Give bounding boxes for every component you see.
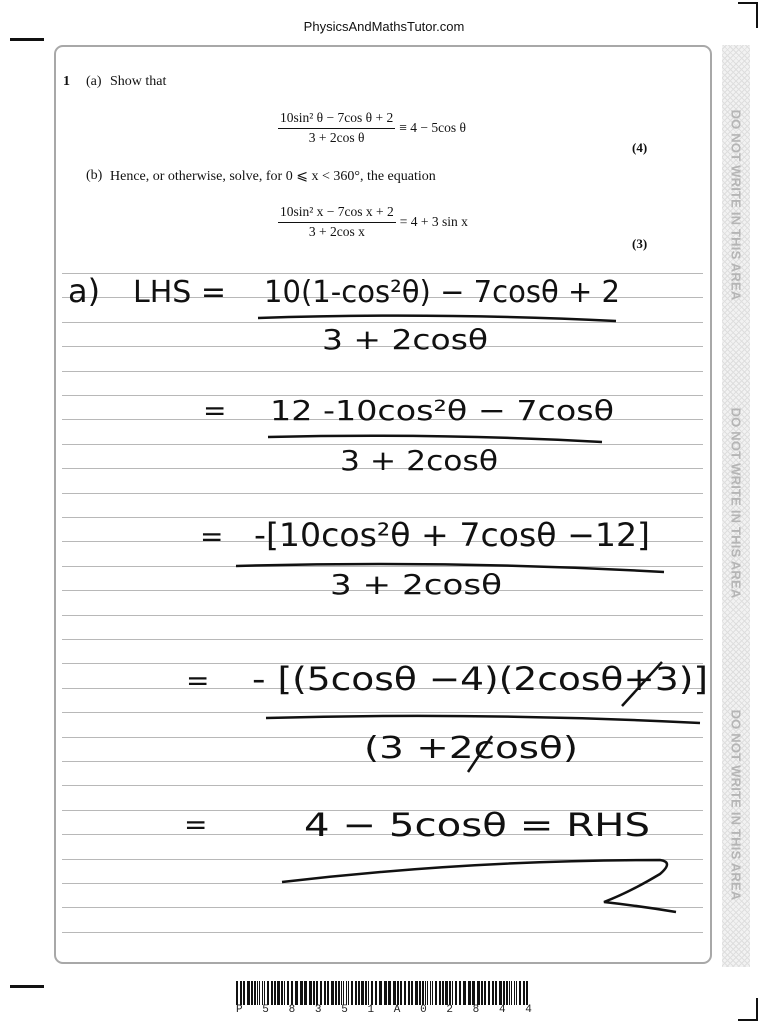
- barcode-character: P: [236, 1004, 243, 1016]
- barcode-bar: [449, 981, 451, 1005]
- barcode-bar: [271, 981, 273, 1005]
- barcode-bar: [338, 981, 340, 1005]
- hand-step4-denominator: (3 +2cosθ): [364, 731, 578, 766]
- barcode-bar: [400, 981, 402, 1005]
- hand-step5-result: 4 − 5cosθ = RHS: [304, 806, 650, 844]
- barcode-bar: [397, 981, 399, 1005]
- barcode-bar: [358, 981, 360, 1005]
- barcode-character: 0: [420, 1004, 427, 1016]
- barcode-bar: [277, 981, 280, 1005]
- hand-step2-numerator: 12 -10cos²θ − 7cosθ: [270, 394, 614, 427]
- part-a-label: (a): [86, 74, 102, 89]
- part-b-denominator: 3 + 2cos x: [308, 224, 365, 239]
- barcode-character: A: [393, 1004, 401, 1016]
- barcode-bar: [516, 981, 517, 1005]
- barcode-bar: [484, 981, 486, 1005]
- barcode-bar: [368, 981, 369, 1005]
- hand-lhs: LHS =: [133, 275, 226, 310]
- barcode-bar: [452, 981, 453, 1005]
- barcode-character: 4: [525, 1004, 532, 1016]
- barcode-bar: [316, 981, 318, 1005]
- part-a-marks: (4): [632, 140, 648, 155]
- barcode-bar: [499, 981, 502, 1005]
- barcode-bar: [259, 981, 260, 1005]
- barcode-bar: [375, 981, 377, 1005]
- part-a-numerator: 10sin² θ − 7cos θ + 2: [278, 110, 395, 129]
- hand-step1-numerator: 10(1-cos²θ) − 7cosθ + 2: [264, 275, 620, 310]
- barcode-bar: [506, 981, 508, 1005]
- barcode-character: 5: [341, 1004, 348, 1016]
- barcode-bar: [463, 981, 466, 1005]
- barcode-digits: [236, 1004, 532, 1016]
- barcode-bar: [408, 981, 410, 1005]
- barcode-bar: [284, 981, 285, 1005]
- barcode-bar: [240, 981, 242, 1005]
- barcode-bar: [300, 981, 303, 1005]
- part-a-rhs: ≡ 4 − 5cos θ: [399, 120, 466, 135]
- hand-step1-fraction-bar: [258, 316, 616, 321]
- barcode-character: 3: [314, 1004, 322, 1016]
- hand-step2-equals: =: [203, 394, 227, 427]
- part-b-label: (b): [86, 168, 103, 183]
- barcode-character: 5: [262, 1004, 269, 1016]
- page-header: PhysicsAndMathsTutor.com: [303, 19, 465, 34]
- part-a-prompt: Show that: [110, 74, 167, 89]
- hand-conclusion-flourish: [282, 860, 676, 912]
- barcode-bar: [477, 981, 480, 1005]
- barcode-bar: [439, 981, 441, 1005]
- barcode-bar: [346, 981, 347, 1005]
- barcode-bar: [348, 981, 349, 1005]
- part-b-numerator: 10sin² x − 7cos x + 2: [278, 204, 396, 223]
- hand-step2-denominator: 3 + 2cosθ: [340, 444, 498, 477]
- barcode-bar: [257, 981, 258, 1005]
- barcode-bar: [295, 981, 298, 1005]
- part-b-rhs: = 4 + 3 sin x: [399, 214, 468, 229]
- barcode-bar: [388, 981, 391, 1005]
- barcode-bar: [442, 981, 444, 1005]
- barcode-bar: [262, 981, 263, 1005]
- barcode-bar: [267, 981, 269, 1005]
- barcode-bar: [511, 981, 512, 1005]
- barcode: [236, 981, 532, 1005]
- barcode-bar: [291, 981, 293, 1005]
- barcode-bar: [365, 981, 367, 1005]
- barcode-bar: [425, 981, 426, 1005]
- hand-step3-numerator: -[10cos²θ + 7cosθ −12]: [254, 516, 650, 554]
- hand-step5-equals: =: [184, 808, 208, 841]
- barcode-bar: [355, 981, 357, 1005]
- barcode-bar: [320, 981, 322, 1005]
- barcode-bar: [324, 981, 326, 1005]
- hand-step3-equals: =: [200, 520, 224, 553]
- barcode-bar: [445, 981, 448, 1005]
- hand-label-a: a): [68, 272, 101, 310]
- barcode-bar: [488, 981, 490, 1005]
- barcode-bar: [274, 981, 276, 1005]
- barcode-bar: [404, 981, 406, 1005]
- barcode-bar: [514, 981, 515, 1005]
- barcode-bar: [459, 981, 461, 1005]
- barcode-bar: [361, 981, 364, 1005]
- barcode-character: 8: [472, 1004, 480, 1016]
- do-not-write-label-1: DO NOT WRITE IN THIS AREA: [728, 109, 744, 301]
- hand-step2-fraction-bar: [268, 436, 602, 442]
- barcode-bar: [351, 981, 353, 1005]
- barcode-bar: [503, 981, 505, 1005]
- barcode-bar: [287, 981, 289, 1005]
- barcode-bar: [371, 981, 373, 1005]
- barcode-bar: [243, 981, 245, 1005]
- question-number: 1: [63, 74, 70, 89]
- barcode-bar: [343, 981, 344, 1005]
- barcode-bar: [472, 981, 475, 1005]
- barcode-bar: [422, 981, 424, 1005]
- barcode-bar: [455, 981, 457, 1005]
- barcode-bar: [427, 981, 428, 1005]
- barcode-bar: [526, 981, 528, 1005]
- barcode-bar: [523, 981, 525, 1005]
- barcode-character: 1: [367, 1004, 375, 1016]
- barcode-character: 2: [446, 1004, 453, 1016]
- barcode-bar: [304, 981, 307, 1005]
- barcode-bar: [236, 981, 238, 1005]
- barcode-character: 8: [288, 1004, 296, 1016]
- barcode-bar: [393, 981, 396, 1005]
- hand-step4-numerator: - [(5cosθ −4)(2cosθ+3)]: [252, 660, 708, 698]
- do-not-write-label-2: DO NOT WRITE IN THIS AREA: [728, 407, 744, 599]
- barcode-bar: [430, 981, 431, 1005]
- barcode-bar: [309, 981, 312, 1005]
- part-b-marks: (3): [632, 236, 648, 251]
- barcode-bar: [281, 981, 283, 1005]
- barcode-bar: [313, 981, 315, 1005]
- barcode-bar: [247, 981, 250, 1005]
- barcode-bar: [251, 981, 253, 1005]
- hand-step4-equals: =: [186, 664, 210, 697]
- barcode-bar: [432, 981, 433, 1005]
- barcode-bar: [509, 981, 510, 1005]
- barcode-bar: [264, 981, 265, 1005]
- barcode-bar: [435, 981, 437, 1005]
- barcode-bar: [341, 981, 342, 1005]
- hand-step3-denominator: 3 + 2cosθ: [330, 568, 502, 601]
- barcode-bar: [481, 981, 483, 1005]
- barcode-bar: [379, 981, 382, 1005]
- barcode-bar: [254, 981, 256, 1005]
- barcode-bar: [327, 981, 329, 1005]
- barcode-bar: [492, 981, 494, 1005]
- barcode-bar: [519, 981, 521, 1005]
- barcode-bar: [468, 981, 471, 1005]
- barcode-bar: [384, 981, 387, 1005]
- barcode-bar: [335, 981, 337, 1005]
- hand-step1-denominator: 3 + 2cosθ: [322, 323, 488, 356]
- do-not-write-label-3: DO NOT WRITE IN THIS AREA: [728, 709, 744, 901]
- hand-step4-fraction-bar: [266, 716, 700, 723]
- barcode-bar: [331, 981, 334, 1005]
- barcode-bar: [419, 981, 421, 1005]
- barcode-bar: [411, 981, 413, 1005]
- part-b-prompt: Hence, or otherwise, solve, for 0 ⩽ x < 360°, the equation: [110, 169, 436, 184]
- part-a-denominator: 3 + 2cos θ: [308, 130, 365, 145]
- barcode-bar: [495, 981, 497, 1005]
- barcode-character: 4: [498, 1004, 506, 1016]
- barcode-bar: [415, 981, 418, 1005]
